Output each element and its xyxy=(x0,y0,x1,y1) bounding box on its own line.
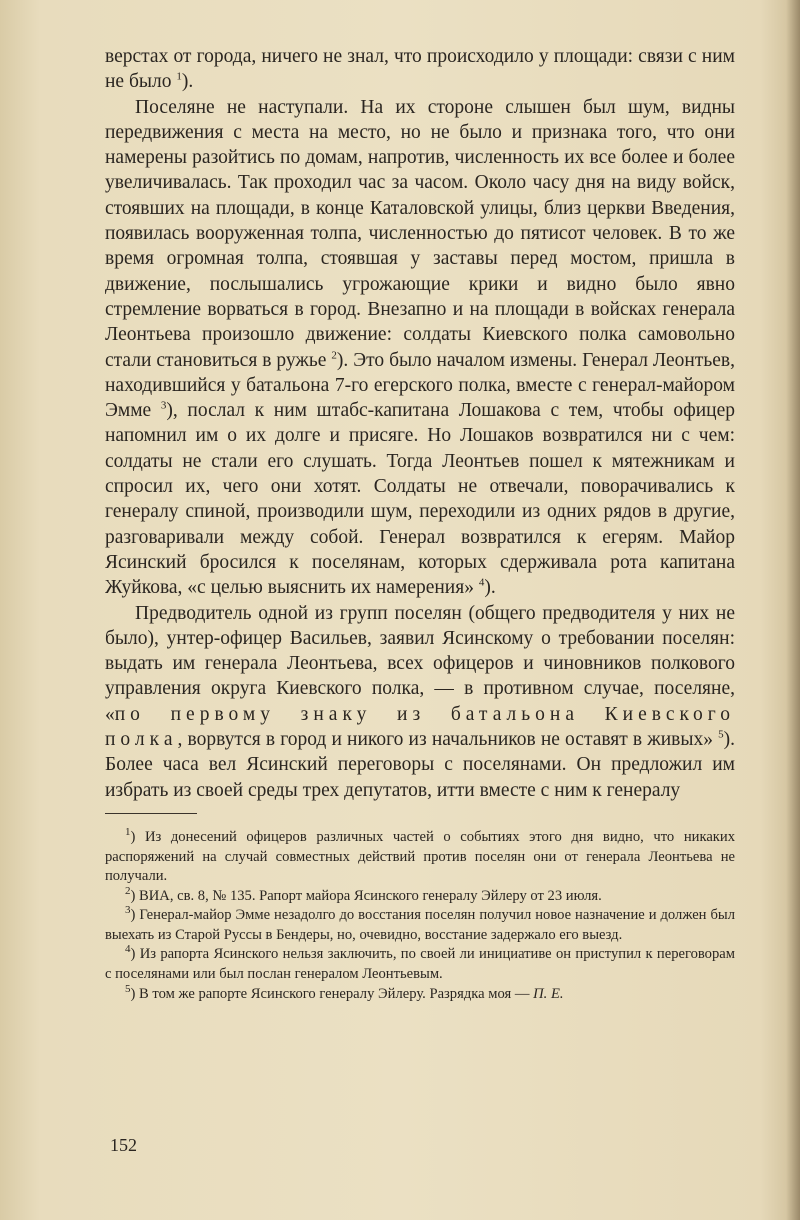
footnote-mark: 3 xyxy=(125,904,131,917)
text-run: ). xyxy=(181,71,194,93)
paragraph xyxy=(105,95,735,601)
spaced-emphasis: по первому знаку из батальона Киевского полка xyxy=(105,703,735,751)
footnote: $^2$) ВИА, св. 8, № 135. Рапорт майора Ясинского генералу Эйлеру от 23 июля. xyxy=(125,884,602,904)
footnote-text: Из рапорта Ясинского нельзя заключить, по своей ли инициативе он приступил к переговорам с поселянами или был послан генералом Леонтьевым. xyxy=(105,946,735,983)
footnote: $^3$) Генерал-майор Эмме незадолго до восстания поселян получил новое назначение и должен был выехать из Старой Руссы в Бендеры, но, очевидно, восстание задержало его выезд. xyxy=(105,904,735,943)
page-edge-shadow xyxy=(786,0,800,1220)
text-run: ), послал к ним штабс-капитана Лошакова с тем, чтобы офицер напомнил им о их долге и присяге. Но Лошаков возвратился ни с чем: солдаты не стали его слушать. Тогда Леонтьев пошел к мятежникам и спросил их, чего они хотят. Солдаты не отвечали, поворачивались к генералу спиной, производили шум, переходили из одних рядов в другие, разговаривали между собой. Генерал возвратился к егерям. Майор Ясинский бросился к поселянам, которых сдерживала рота капитана Жуйкова, «с целью выяснить их намерения» xyxy=(105,400,735,599)
footnote: $^1$) Из донесений офицеров различных частей о событиях этого дня видно, что никаких распоряжений на случай совместных действий против поселян они от генерала Леонтьева не получали. xyxy=(105,826,735,885)
paragraph xyxy=(105,601,735,803)
main-text xyxy=(105,44,735,803)
footnote-separator xyxy=(105,813,197,814)
footnotes xyxy=(105,828,735,1004)
footnote-text: В том же рапорте Ясинского генералу Эйлеру. Разрядка моя — xyxy=(139,985,530,1002)
footnote: $^5$) В том же рапорте Ясинского генералу Эйлеру. Разрядка моя — П. Е. xyxy=(125,982,564,1002)
footnote: $^4$) Из рапорта Ясинского нельзя заключить, по своей ли инициативе он приступил к переговорам с поселянами или был послан генералом Леонтьевым. xyxy=(105,943,735,983)
footnote-ref: 3 xyxy=(160,399,167,412)
footnote-text: ВИА, св. 8, № 135. Рапорт майора Ясинского генералу Эйлеру от 23 июля. xyxy=(139,887,602,904)
footnote-mark: 2 xyxy=(125,884,131,897)
footnote-mark: 4 xyxy=(125,943,131,956)
footnote-text: Генерал-майор Эмме незадолго до восстания поселян получил новое назначение и должен был выехать из Старой Руссы в Бендеры, но, очевидно, восстание задержало его выезд. xyxy=(105,907,735,943)
text-run: , ворвутся в город и никого из начальников не оставят в живых» xyxy=(177,729,719,751)
text-run: Поселяне не наступали. На их стороне слышен был шум, видны передвижения с места на место, но не было и признака того, что они намерены разойтись по домам, напротив, численность их все более и более увеличивалась. Так проходил час за часом. Около часу дня на виду войск, стоявших на площади, в конце Каталовской улицы, близ церкви Введения, появилась вооруженная толпа, численностью до пятисот человек. В то же время огромная толпа, стоявшая у заставы перед мостом, пришла в движение, послышались угрожающие крики и видно было явно стремление ворваться в город. Внезапно и на площади в войсках генерала Леонтьева произошло движение: солдаты Киевского полка самовольно стали становиться в ружье xyxy=(105,96,735,371)
page-number: 152 xyxy=(110,1135,137,1155)
text-run: ). Это было началом измены. Генерал Леонтьев, находившийся у батальона 7-го егерского полка, вместе с генерал-майором Эмме xyxy=(105,349,735,422)
footnote-mark: 5 xyxy=(125,982,131,995)
text-run: Предводитель одной из групп поселян (общего предводителя у них не было), унтер-офицер Васильев, заявил Ясинскому о требовании поселян: выдать им генерала Леонтьева, всех офицеров и чиновников полкового управления округа Киевского полка, — в противном случае, поселяне, « xyxy=(105,602,735,725)
footnote-ref: 4 xyxy=(478,576,485,589)
footnote-mark: 1 xyxy=(125,826,131,839)
paragraph xyxy=(105,44,735,95)
footnote-text: Из донесений офицеров различных частей о событиях этого дня видно, что никаких распоряжений на случай совместных действий против поселян они от генерала Леонтьева не получали. xyxy=(105,828,735,885)
text-run: ). Более часа вел Ясинский переговоры с поселянами. Он предложил им избрать из своей среды трех депутатов, итти вместе с ним к генералу xyxy=(105,729,735,801)
text-run: ). xyxy=(484,577,496,599)
footnote-ref: 5 xyxy=(718,728,724,741)
page-text xyxy=(105,44,735,1004)
footnote-signature: П. Е. xyxy=(533,985,564,1002)
footnote-ref: 1 xyxy=(176,70,182,83)
footnote-ref: 2 xyxy=(331,349,337,362)
text-run: верстах от города, ничего не знал, что происходило у площади: связи с ним не было xyxy=(105,46,735,93)
